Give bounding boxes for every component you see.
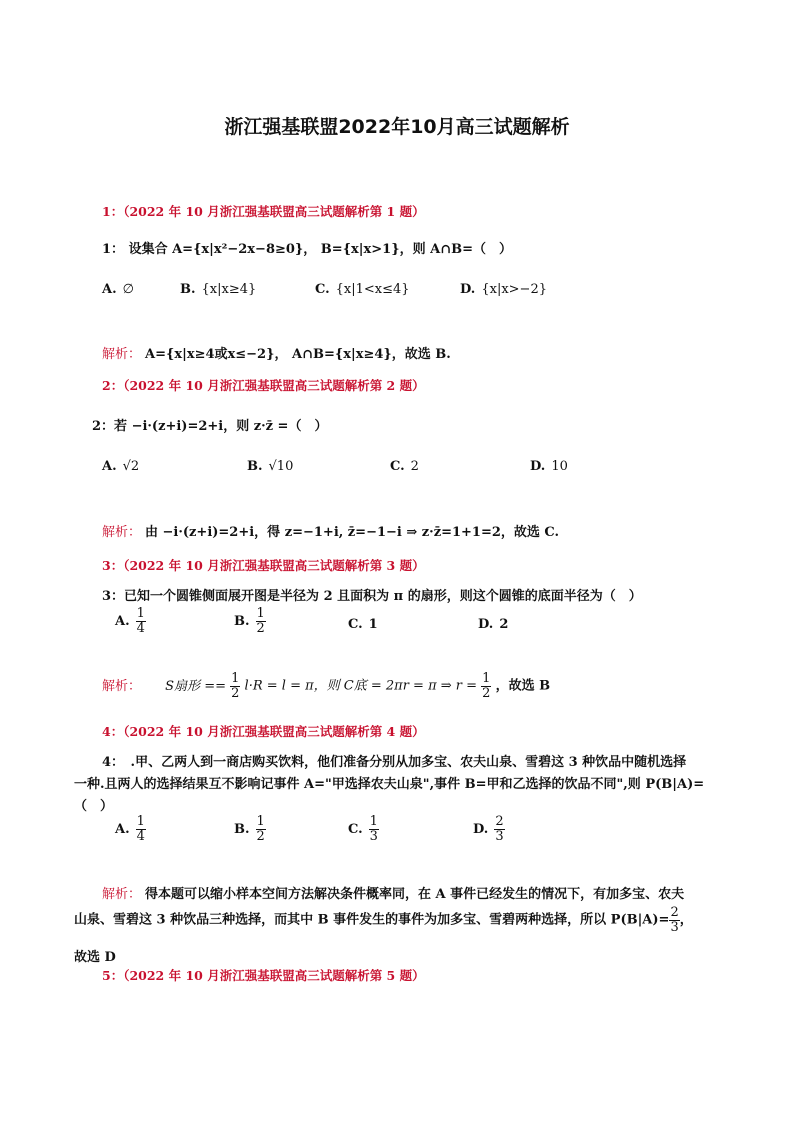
q1-solution: 解析： A={x|x≥4或x≤−2}， A∩B={x|x≥4}，故选 B. xyxy=(102,347,451,362)
q4-stem-line-2: 一种.且两人的选择结果互不影响记事件 A="甲选择农夫山泉",事件 B=甲和乙选择的饮品不同",则 P(B|A)= xyxy=(74,777,705,792)
q1-option-d: D. {x|x>−2} xyxy=(460,282,547,297)
q4-solution-line-1: 解析： 得本题可以缩小样本空间方法解决条件概率同，在 A 事件已经发生的情况下，有加多宝、农夫 xyxy=(102,887,685,902)
q4-option-b-fraction: $\frac{1}{2}$ xyxy=(256,814,265,844)
q3-solution-fraction-1: $\frac{1}{2}$ xyxy=(231,671,240,701)
q2-option-d: D. 10 xyxy=(530,459,568,474)
page-title: 浙江强基联盟2022年10月高三试题解析 xyxy=(224,116,570,138)
q4-option-a: A. $\frac{1}{4}$ xyxy=(115,814,145,844)
q3-solution-fraction-2: $\frac{1}{2}$ xyxy=(482,671,491,701)
q4-option-c-fraction: $\frac{1}{3}$ xyxy=(369,814,378,844)
q4-option-d: D. $\frac{2}{3}$ xyxy=(473,814,504,844)
q2-stem: 2：若 −i·(z+i)=2+i，则 z·z̄ =（ ） xyxy=(92,419,328,434)
q3-solution: 解析： S扇形 == $\frac{1}{2}$ l·R = l = π，则 C底 = 2πr = π ⇒ r = $\frac{1}{2}$ ，故选 B xyxy=(102,671,551,701)
q4-stem-line-3: （ ） xyxy=(74,799,114,814)
q2-section-header: 2：（2022 年 10 月浙江强基联盟高三试题解析第 2 题） xyxy=(102,378,425,393)
q5-section-header: 5：（2022 年 10 月浙江强基联盟高三试题解析第 5 题） xyxy=(102,968,425,983)
q3-option-a: A. $\frac{1}{4}$ xyxy=(115,606,145,636)
q4-stem-line-1: 4： .甲、乙两人到一商店购买饮料，他们准备分别从加多宝、农夫山泉、雪碧这 3 种饮品中随机选择 xyxy=(102,755,687,770)
q4-solution-line-3: 故选 D xyxy=(74,950,116,965)
q4-solution-fraction: $\frac{2}{3}$ xyxy=(670,905,679,935)
q3-option-a-fraction: $\frac{1}{4}$ xyxy=(136,606,145,636)
q3-option-c: C. 1 xyxy=(348,617,378,632)
q4-option-c: C. $\frac{1}{3}$ xyxy=(348,814,378,844)
q3-option-d: D. 2 xyxy=(478,617,509,632)
q4-option-a-fraction: $\frac{1}{4}$ xyxy=(136,814,145,844)
q4-section-header: 4：（2022 年 10 月浙江强基联盟高三试题解析第 4 题） xyxy=(102,724,425,739)
q1-stem: 1： 设集合 A={x|x²−2x−8≥0}， B={x|x>1}，则 A∩B=（ ） xyxy=(102,242,512,257)
q1-option-a: A. ∅ xyxy=(102,282,134,297)
q3-option-b: B. $\frac{1}{2}$ xyxy=(234,606,265,636)
q1-option-c: C. {x|1<x≤4} xyxy=(315,282,410,297)
q4-option-d-fraction: $\frac{2}{3}$ xyxy=(495,814,504,844)
q4-option-b: B. $\frac{1}{2}$ xyxy=(234,814,265,844)
q3-option-b-fraction: $\frac{1}{2}$ xyxy=(256,606,265,636)
q1-section-header: 1：（2022 年 10 月浙江强基联盟高三试题解析第 1 题） xyxy=(102,204,425,219)
q2-option-a: A. √2 xyxy=(102,459,140,474)
q2-option-c: C. 2 xyxy=(390,459,419,474)
q3-section-header: 3：（2022 年 10 月浙江强基联盟高三试题解析第 3 题） xyxy=(102,558,425,573)
q1-option-b: B. {x|x≥4} xyxy=(180,282,257,297)
q3-stem: 3：已知一个圆锥侧面展开图是半径为 2 且面积为 π 的扇形，则这个圆锥的底面半径为（ ） xyxy=(102,589,642,604)
q2-option-b: B. √10 xyxy=(247,459,294,474)
q2-solution: 解析： 由 −i·(z+i)=2+i，得 z=−1+i, z̄=−1−i ⇒ z·z̄=1+1=2，故选 C. xyxy=(102,525,560,540)
q4-solution-line-2: 山泉、雪碧这 3 种饮品三种选择，而其中 B 事件发生的事件为加多宝、雪碧两种选择，所以 P(B|A)= $\frac{2}{3}$ ， xyxy=(74,905,693,935)
